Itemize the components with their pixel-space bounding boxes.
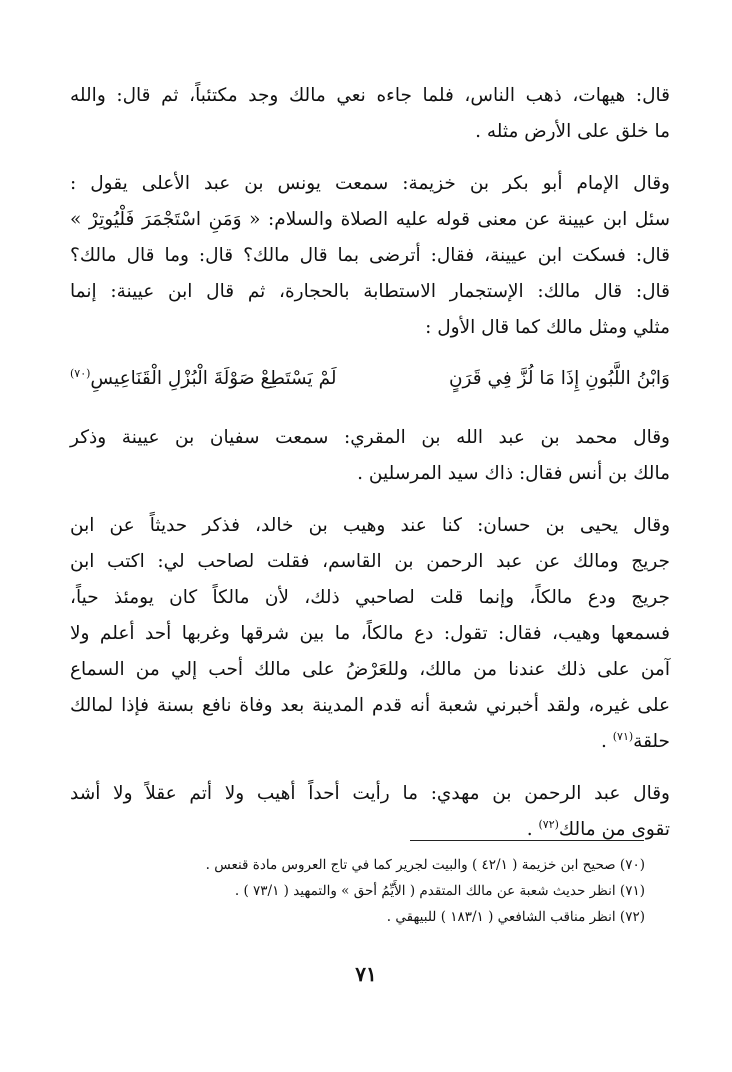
footnote-72: (٧٢) انظر مناقب الشافعي ( ١٨٣/١ ) للبيهقي . [386, 909, 645, 925]
footnote-ref-72: (٧٢) [538, 817, 559, 831]
text-line: وقال يحيى بن حسان: كنا عند وهيب بن خالد، فذكر حديثاً عن ابن [70, 515, 670, 536]
text-line: فسمعها وهيب، فقال: تقول: دع مالكاً، ما بين شرقها وغربها أحد أعلم ولا [70, 623, 670, 644]
paragraph-5 [70, 776, 670, 848]
text-line: وقال الإمام أبو بكر بن خزيمة: سمعت يونس بن عبد الأعلى يقول : [70, 173, 670, 194]
footnote-ref-71: (٧١) [612, 729, 634, 743]
line-text: تقوى من مالك [558, 819, 670, 840]
line-end: . [600, 731, 613, 752]
text-line: قال: هيهات، ذهب الناس، فلما جاءه نعي مالك وجد مكتئباً، ثم قال: والله [70, 85, 670, 106]
text-line: مثلي ومثل مالك كما قال الأول : [425, 317, 670, 338]
text-line: جريج ودع مالكاً، وإنما قلت لصاحبي ذلك، لأن مالكاً كان يومئذ حياً، [70, 587, 670, 608]
verse-first-hemistich: وَابْنُ اللَّبُونِ إِذَا مَا لُزَّ فِي قَرَنٍ [448, 368, 670, 389]
text-line: وقال محمد بن عبد الله بن المقري: سمعت سفيان بن عيينة وذكر [70, 427, 670, 448]
text-line: آمن على ذلك عندنا من مالك، وللعَرْضُ على مالك أحب إلي من السماع [70, 659, 670, 680]
text-line: جريج ومالك عن عبد الرحمن بن القاسم، فقلت لصاحب لي: اكتب ابن [70, 551, 670, 572]
footnote-71: (٧١) انظر حديث شعبة عن مالك المتقدم ( الأَيِّمُ أحق » والتمهيد ( ٧٣/١ ) . [234, 883, 645, 899]
footnotes [140, 852, 645, 930]
line-end: . [526, 819, 539, 840]
verse-second-hemistich-text: لَمْ يَسْتَطِعْ صَوْلَةَ الْبُزْلِ الْقَنَاعِيسِ [90, 368, 337, 389]
page-body [70, 78, 670, 864]
paragraph-3 [70, 420, 670, 492]
paragraph-4 [70, 508, 670, 760]
footnote-ref-70: (٧٠) [70, 366, 91, 380]
page-number: ٧١ [355, 962, 377, 986]
paragraph-1 [70, 78, 670, 150]
text-line [70, 812, 670, 848]
text-line: قال: فسكت ابن عيينة، فقال: أترضى بما قال مالك؟ قال: وما قال مالك؟ [70, 245, 670, 266]
text-line: قال: قال مالك: الإستجمار الاستطابة بالحجارة، ثم قال ابن عيينة: إنما [70, 281, 670, 302]
text-line: على غيره، ولقد أخبرني شعبة أنه قدم المدينة بعد وفاة نافع بسنة فإذا لمالك [70, 695, 670, 716]
text-line: ما خلق على الأرض مثله . [475, 121, 670, 142]
text-line: مالك بن أنس فقال: ذاك سيد المرسلين . [357, 463, 670, 484]
footnote-70: (٧٠) صحيح ابن خزيمة ( ٤٢/١ ) والبيت لجرير كما في تاج العروس مادة قنعس . [205, 857, 645, 873]
footnote-divider [410, 840, 644, 841]
text-line: سئل ابن عيينة عن معنى قوله عليه الصلاة والسلام: « وَمَنِ اسْتَجْمَرَ فَلْيُوتِرْ » [70, 209, 670, 230]
text-line: وقال عبد الرحمن بن مهدي: ما رأيت أحداً أهيب ولا أتم عقلاً ولا أشد [70, 783, 670, 804]
text-line [70, 724, 670, 760]
verse-second-hemistich [70, 362, 337, 396]
poetry-verse [70, 362, 670, 396]
paragraph-2 [70, 166, 670, 346]
line-text: حلقة [633, 731, 670, 752]
